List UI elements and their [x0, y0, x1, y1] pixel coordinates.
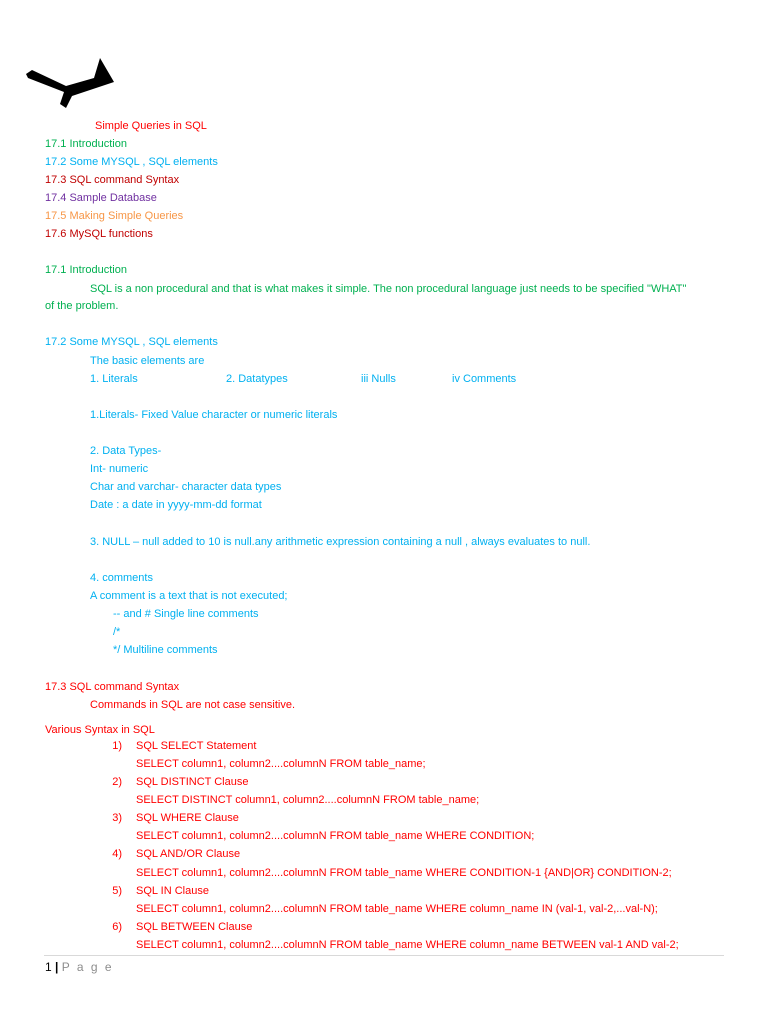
- case-sensitivity-text: Commands in SQL are not case sensitive.: [90, 699, 296, 711]
- datatype-char: Char and varchar- character data types: [90, 481, 282, 493]
- page-label: P a g e: [61, 960, 114, 974]
- syntax-item-number: 2): [112, 776, 122, 788]
- toc-item-2: 17.2 Some MYSQL , SQL elements: [45, 156, 218, 168]
- element-list-item-3: iii Nulls: [361, 373, 396, 385]
- elements-heading: 17.2 Some MYSQL , SQL elements: [45, 336, 218, 348]
- document-title: Simple Queries in SQL: [95, 120, 207, 132]
- datatype-date: Date : a date in yyyy-mm-dd format: [90, 499, 262, 511]
- datatype-int: Int- numeric: [90, 463, 149, 475]
- toc-item-5: 17.5 Making Simple Queries: [45, 210, 184, 222]
- syntax-item-code: SELECT column1, column2....columnN FROM table_name WHERE CONDITION-1 {AND|OR} CONDITION-2;: [136, 867, 672, 879]
- syntax-item-code: SELECT DISTINCT column1, column2....columnN FROM table_name;: [136, 794, 480, 806]
- page-footer: [45, 960, 114, 974]
- syntax-heading: 17.3 SQL command Syntax: [45, 681, 180, 693]
- intro-paragraph-line1: SQL is a non procedural and that is what makes it simple. The non procedural language just needs to be specified "WHAT": [90, 283, 687, 295]
- syntax-item-name: SQL IN Clause: [136, 885, 209, 897]
- syntax-item-name: SQL WHERE Clause: [136, 812, 239, 824]
- syntax-item-code: SELECT column1, column2....columnN FROM table_name WHERE column_name BETWEEN val-1 AND val-2;: [136, 939, 679, 951]
- single-line-comment: -- and # Single line comments: [113, 608, 259, 620]
- basic-elements-text: The basic elements are: [90, 355, 205, 367]
- multiline-comment-close: */ Multiline comments: [113, 644, 218, 656]
- literals-text: 1.Literals- Fixed Value character or numeric literals: [90, 409, 338, 421]
- footer-divider: [44, 955, 724, 956]
- intro-heading: 17.1 Introduction: [45, 264, 127, 276]
- syntax-item-number: 6): [112, 921, 122, 933]
- syntax-item-number: 1): [112, 740, 122, 752]
- syntax-item-number: 3): [112, 812, 122, 824]
- logo-mark-icon: [22, 52, 118, 108]
- toc-item-1: 17.1 Introduction: [45, 138, 127, 150]
- syntax-item-code: SELECT column1, column2....columnN FROM table_name WHERE CONDITION;: [136, 830, 535, 842]
- page-number: 1: [45, 960, 52, 974]
- syntax-item-name: SQL BETWEEN Clause: [136, 921, 253, 933]
- multiline-comment-open: /*: [113, 626, 121, 638]
- datatypes-heading: 2. Data Types-: [90, 445, 162, 457]
- comments-heading: 4. comments: [90, 572, 153, 584]
- various-syntax-heading: Various Syntax in SQL: [45, 724, 155, 736]
- element-list-item-2: 2. Datatypes: [226, 373, 288, 385]
- syntax-item-code: SELECT column1, column2....columnN FROM table_name;: [136, 758, 426, 770]
- syntax-item-name: SQL AND/OR Clause: [136, 848, 241, 860]
- element-list-item-4: iv Comments: [452, 373, 517, 385]
- element-list-item-1: 1. Literals: [90, 373, 138, 385]
- toc-item-3: 17.3 SQL command Syntax: [45, 174, 180, 186]
- comment-definition: A comment is a text that is not executed;: [90, 590, 288, 602]
- intro-paragraph-line2: of the problem.: [45, 300, 119, 312]
- toc-item-6: 17.6 MySQL functions: [45, 228, 153, 240]
- syntax-item-name: SQL SELECT Statement: [136, 740, 257, 752]
- syntax-item-number: 4): [112, 848, 122, 860]
- syntax-item-name: SQL DISTINCT Clause: [136, 776, 249, 788]
- footer-separator: |: [55, 960, 59, 974]
- syntax-item-code: SELECT column1, column2....columnN FROM table_name WHERE column_name IN (val-1, val-2,...val-N);: [136, 903, 658, 915]
- syntax-item-number: 5): [112, 885, 122, 897]
- null-text: 3. NULL – null added to 10 is null.any arithmetic expression containing a null , always evaluates to null.: [90, 536, 591, 548]
- toc-item-4: 17.4 Sample Database: [45, 192, 157, 204]
